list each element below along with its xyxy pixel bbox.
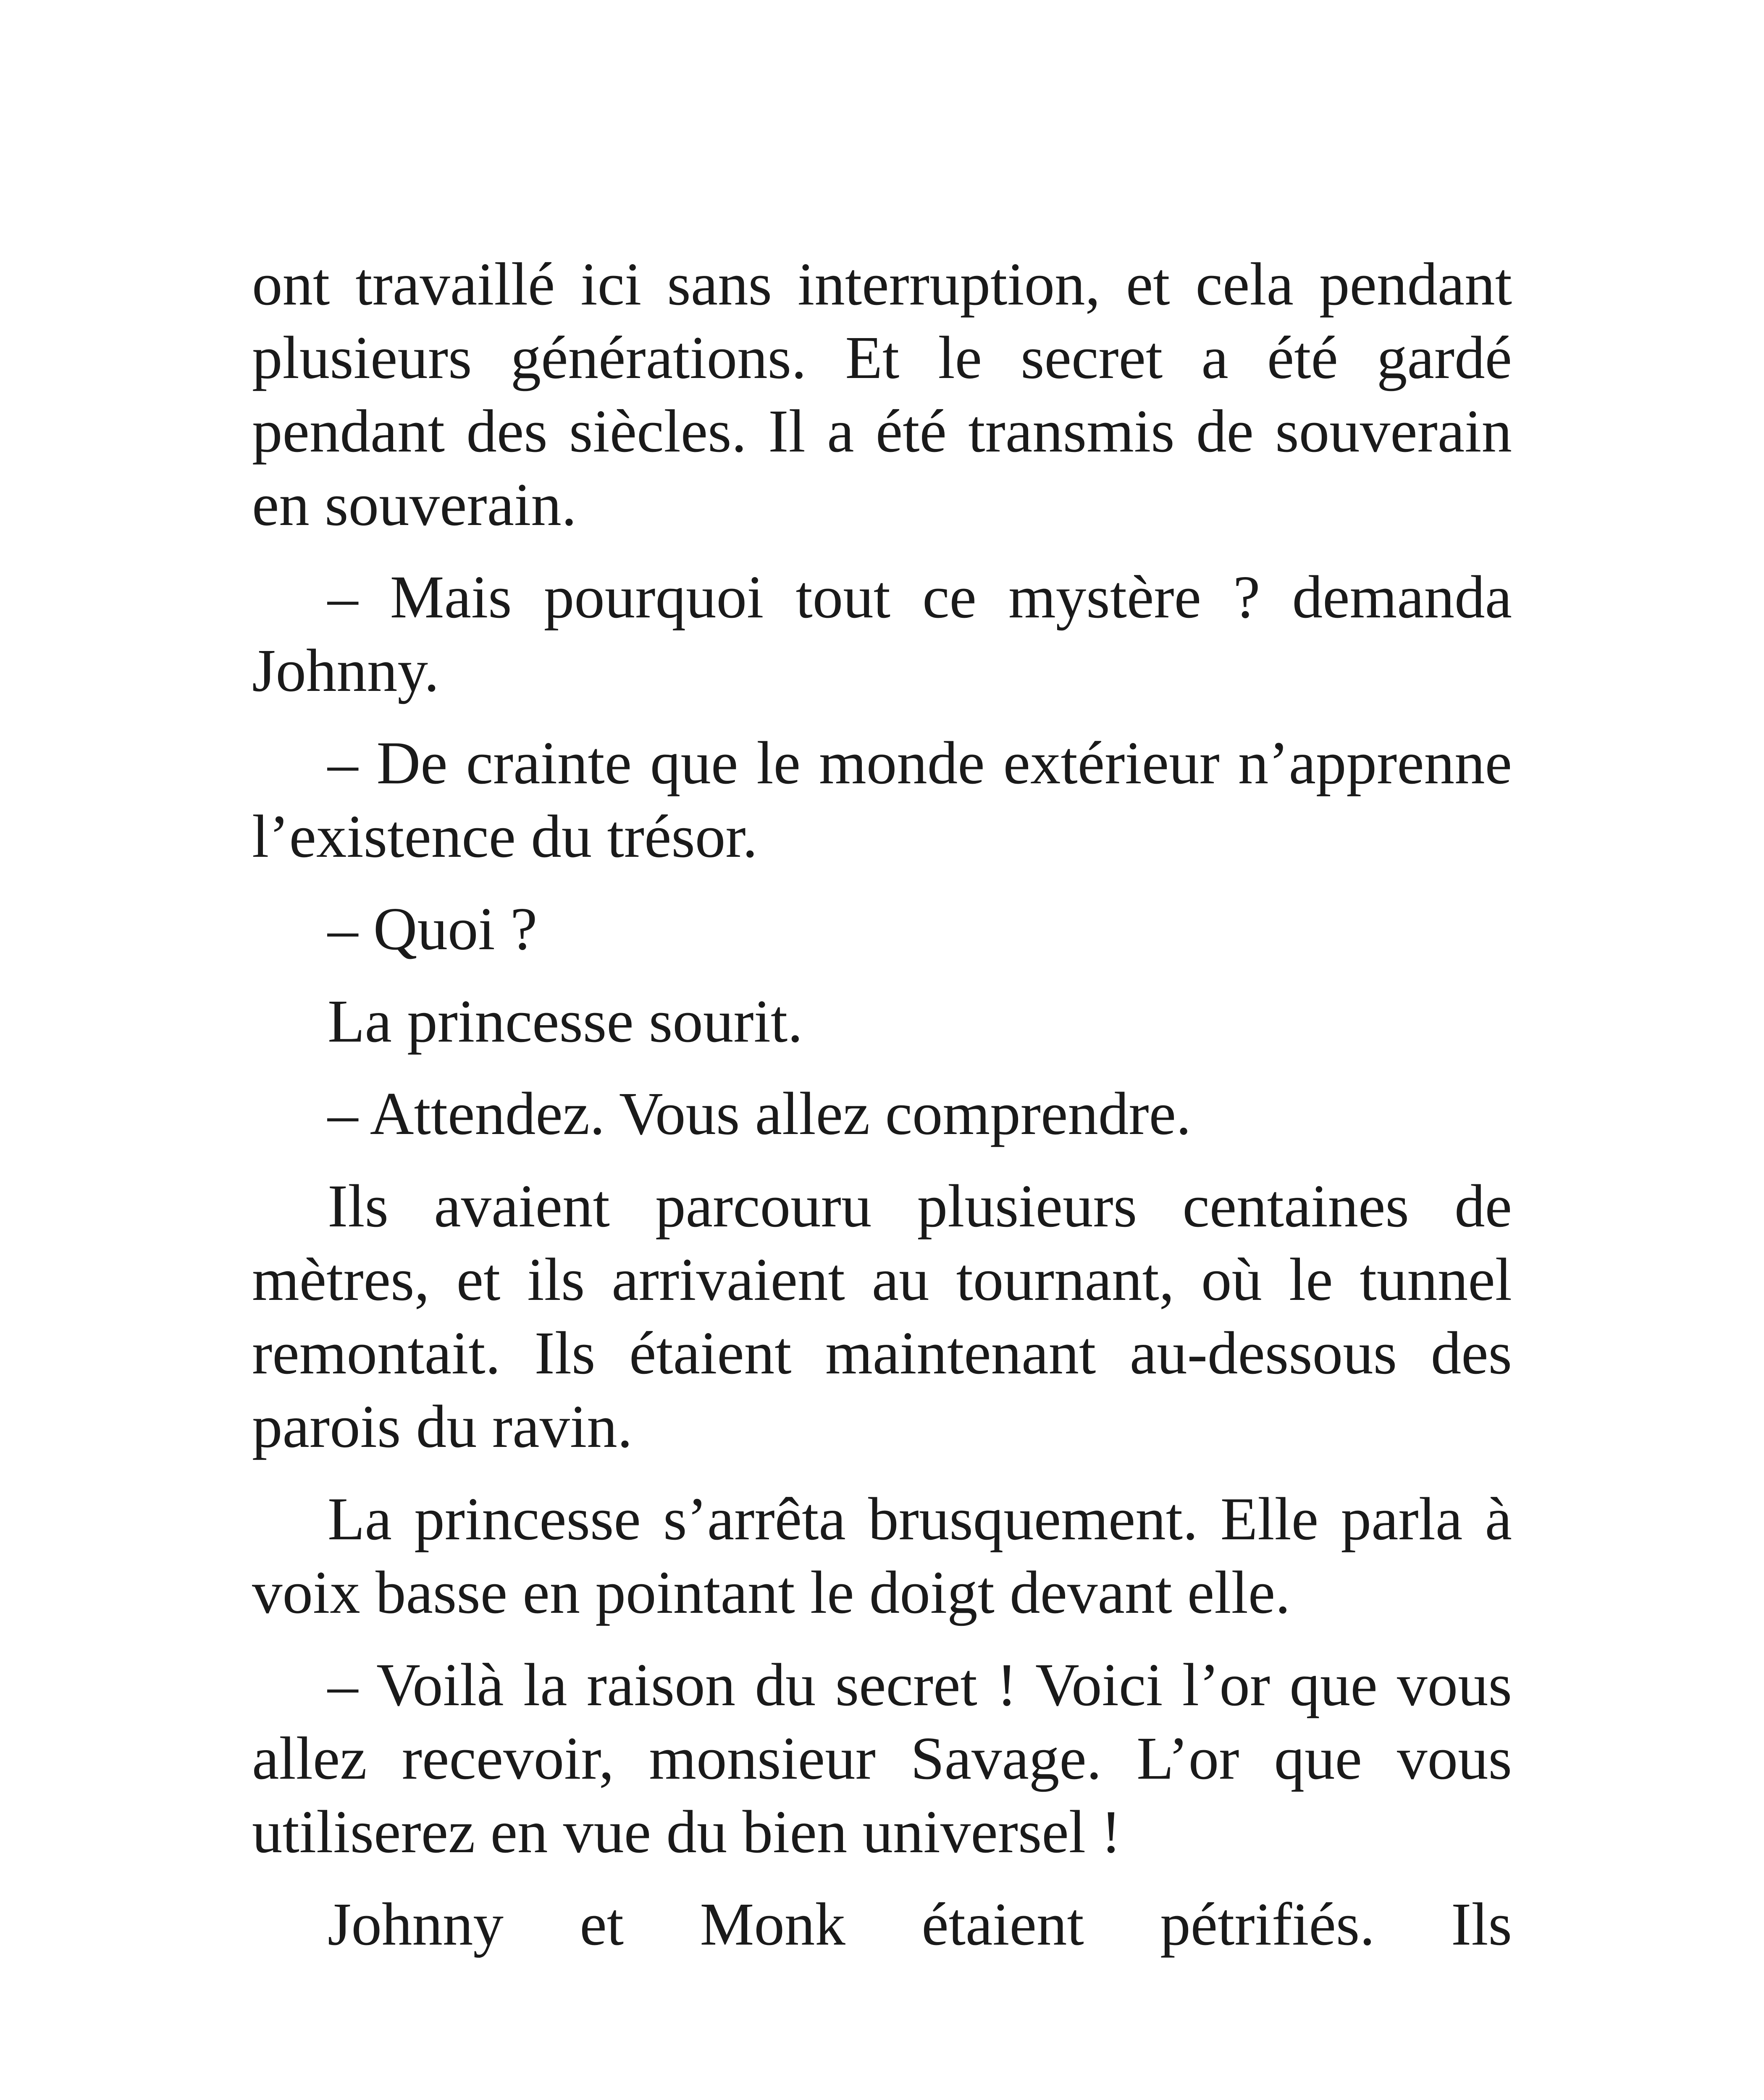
- paragraph: Johnny et Monk étaient pétrifiés. Ils: [328, 1891, 1512, 1958]
- paragraph: – Mais pourquoi tout ce mystère ? demanda Johnny.: [252, 564, 1512, 704]
- paragraph: – Quoi ?: [328, 895, 538, 963]
- paragraph: – Attendez. Vous allez comprendre.: [328, 1080, 1192, 1147]
- paragraph: – De crainte que le monde extérieur n’apprenne l’existence du trésor.: [252, 730, 1512, 870]
- page-body: [252, 248, 1512, 1980]
- paragraph: ont travaillé ici sans interruption, et cela pendant plusieurs générations. Et le secret a été gardé pendant des siècles. Il a été transmis de souverain en souverain.: [252, 251, 1512, 538]
- paragraph: – Voilà la raison du secret ! Voici l’or que vous allez recevoir, monsieur Savage. L’or que vous utiliserez en vue du bien universel !: [252, 1651, 1512, 1866]
- paragraph: La princesse s’arrêta brusquement. Elle parla à voix basse en pointant le doigt devant elle.: [252, 1486, 1512, 1626]
- paragraph: Ils avaient parcouru plusieurs centaines de mètres, et ils arrivaient au tournant, où le tunnel remontait. Ils étaient maintenant au-dessous des parois du ravin.: [252, 1173, 1512, 1460]
- paragraph: La princesse sourit.: [328, 988, 803, 1055]
